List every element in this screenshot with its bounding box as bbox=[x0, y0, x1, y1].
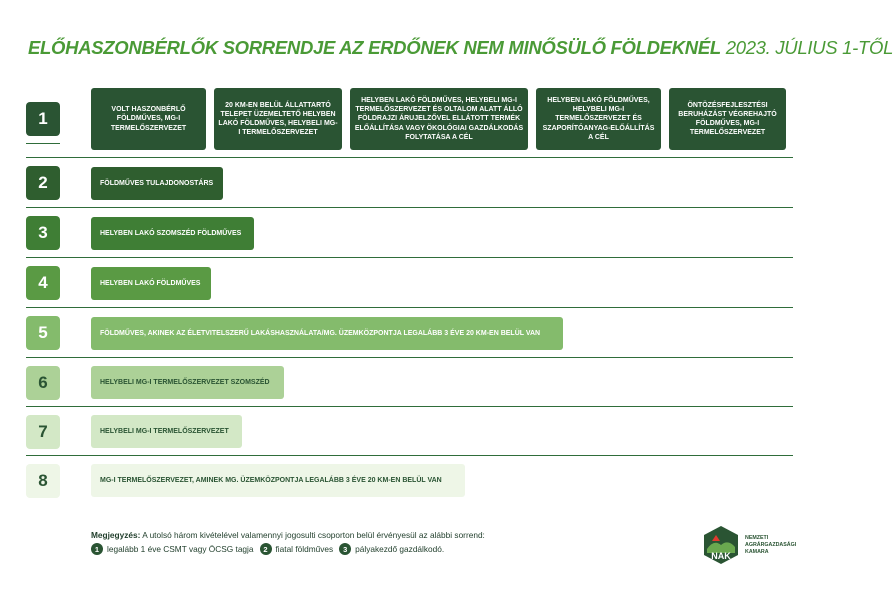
rank-2-item-1: FÖLDMŰVES TULAJDONOSTÁRS bbox=[91, 167, 223, 200]
rank-row-4 bbox=[26, 258, 793, 308]
rank-row-6 bbox=[26, 358, 793, 407]
note-body: A utolsó három kivételével valamennyi jogosulti csoporton belül érvényesül az alábbi sorrend: bbox=[140, 530, 485, 540]
rank-row-7 bbox=[26, 407, 793, 456]
rank-4-item-1: HELYBEN LAKÓ FÖLDMŰVES bbox=[91, 267, 211, 300]
rank-6-item-1: HELYBELI MG-I TERMELŐSZERVEZET SZOMSZÉD bbox=[91, 366, 284, 399]
rank-1-item-2: 20 KM-EN BELÜL ÁLLATTARTÓ TELEPET ÜZEMELTETŐ HELYBEN LAKÓ FÖLDMŰVES, HELYBELI MG-I TERMELŐSZERVEZET bbox=[214, 88, 342, 150]
note-label: Megjegyzés: bbox=[91, 530, 141, 540]
order-item-3: pályakezdő gazdálkodó. bbox=[355, 544, 445, 554]
rank-number-3: 3 bbox=[26, 216, 60, 250]
title-main: ELŐHASZONBÉRLŐK SORRENDJE AZ ERDŐNEK NEM MINŐSÜLŐ FÖLDEKNÉL bbox=[28, 37, 721, 58]
rank-1-item-4: HELYBEN LAKÓ FÖLDMŰVES, HELYBELI MG-I TERMELŐSZERVEZET ÉS SZAPORÍTÓANYAG-ELŐÁLLÍTÁS A CÉL bbox=[536, 88, 661, 150]
rank-1-item-5: ÖNTÖZÉSFEJLESZTÉSI BERUHÁZÁST VÉGREHAJTÓ FÖLDMŰVES, MG-I TERMELŐSZERVEZET bbox=[669, 88, 786, 150]
rank-5-item-1: FÖLDMŰVES, AKINEK AZ ÉLETVITELSZERŰ LAKÁSHASZNÁLATA/MG. ÜZEMKÖZPONTJA LEGALÁBB 3 ÉVE 20 KM-EN BELÜL VAN bbox=[91, 317, 563, 350]
note-order-list bbox=[91, 543, 444, 555]
rank-number-4: 4 bbox=[26, 266, 60, 300]
rank-number-2: 2 bbox=[26, 166, 60, 200]
rank-row-8 bbox=[26, 456, 793, 502]
logo-line-3: KAMARA bbox=[745, 549, 769, 556]
nak-logo bbox=[702, 525, 797, 567]
note-text bbox=[91, 530, 485, 540]
rank-number-5: 5 bbox=[26, 316, 60, 350]
rank-number-1: 1 bbox=[26, 102, 60, 136]
logo-line-1: NEMZETI bbox=[745, 535, 769, 541]
rank-number-6: 6 bbox=[26, 366, 60, 400]
page-title bbox=[28, 37, 893, 59]
rank-1-item-3: HELYBEN LAKÓ FÖLDMŰVES, HELYBELI MG-I TERMELŐSZERVEZET ÉS OLTALOM ALATT ÁLLÓ FÖLDRAJZI ÁRUJELZŐVEL ELLÁTOTT TERMÉK ELŐÁLLÍTÁSA VAGY ÖKOLÓGIAI GAZDÁLKODÁS FOLYTATÁSA A CÉL bbox=[350, 88, 528, 150]
logo-line-2: AGRÁRGAZDASÁGI bbox=[745, 542, 797, 549]
title-date: 2023. JÚLIUS 1-TŐL bbox=[720, 37, 893, 58]
rank-row-2 bbox=[26, 158, 793, 208]
rank-row-3 bbox=[26, 208, 793, 258]
rank-7-item-1: HELYBELI MG-I TERMELŐSZERVEZET bbox=[91, 415, 242, 448]
rank-1-item-1: VOLT HASZONBÉRLŐ FÖLDMŰVES, MG-I TERMELŐSZERVEZET bbox=[91, 88, 206, 150]
nak-logo-icon bbox=[702, 525, 740, 565]
order-number-2: 2 bbox=[260, 543, 272, 555]
logo-acronym: NAK bbox=[711, 551, 731, 561]
rank-3-item-1: HELYBEN LAKÓ SZOMSZÉD FÖLDMŰVES bbox=[91, 217, 254, 250]
order-number-3: 3 bbox=[339, 543, 351, 555]
order-number-1: 1 bbox=[91, 543, 103, 555]
logo-text bbox=[745, 535, 796, 556]
rank-number-7: 7 bbox=[26, 415, 60, 449]
rank-number-8: 8 bbox=[26, 464, 60, 498]
order-item-2: fiatal földműves bbox=[275, 544, 334, 554]
order-item-1: legalább 1 éve CSMT vagy ÖCSG tagja bbox=[107, 544, 254, 554]
rank-row-1 bbox=[26, 86, 793, 158]
rank-8-item-1: MG-I TERMELŐSZERVEZET, AMINEK MG. ÜZEMKÖZPONTJA LEGALÁBB 3 ÉVE 20 KM-EN BELÜL VAN bbox=[91, 464, 465, 497]
rank-row-5 bbox=[26, 308, 793, 358]
